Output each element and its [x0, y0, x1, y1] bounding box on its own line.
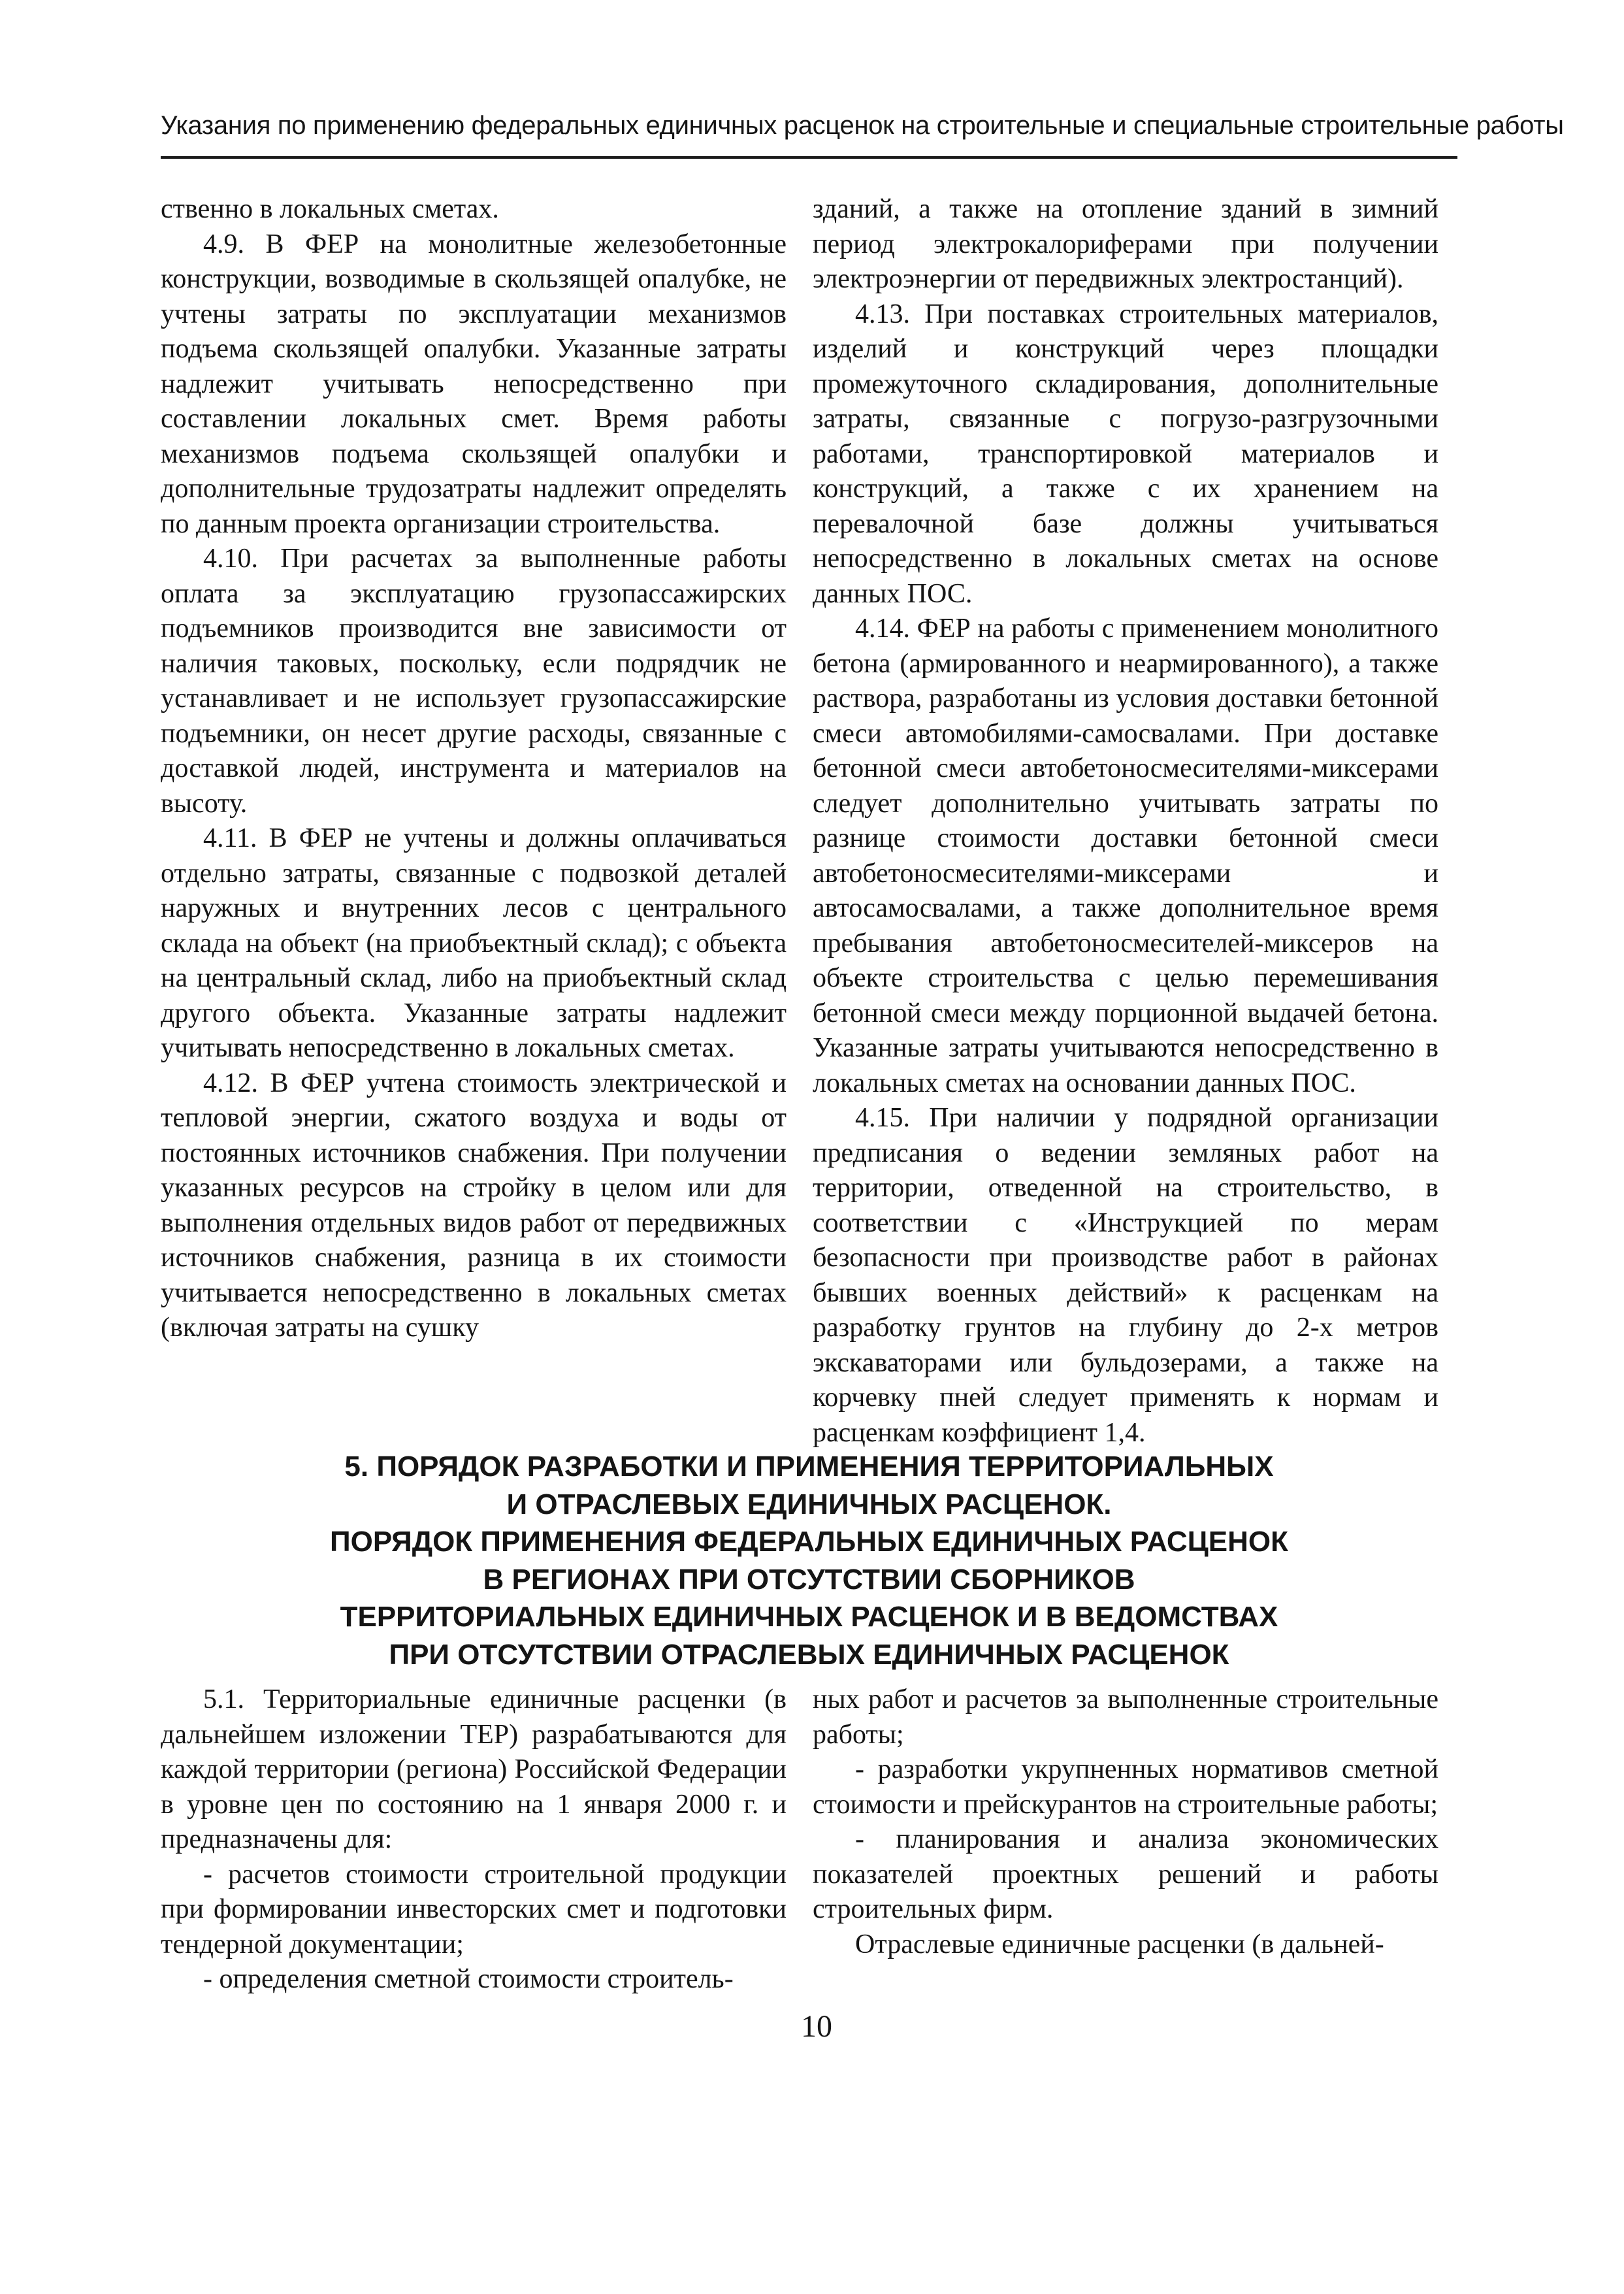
heading-line: В РЕГИОНАХ ПРИ ОТСУТСТВИИ СБОРНИКОВ [483, 1563, 1135, 1596]
paragraph: 4.13. При поставках строительных материалов, изделий и конструкций через площадки промежуточного складирования, дополнительные затраты, связанные с погрузо-разгрузочными работами, транспортировкой материалов и конструкций, а также с их хранением на перевалочной базе должны учитываться непосредственно в локальных сметах на основе данных ПОС. [813, 299, 1438, 609]
paragraph: 4.12. В ФЕР учтена стоимость электрической и тепловой энергии, сжатого воздуха и воды от постоянных источников снабжения. При получении указанных ресурсов на стройку в целом или для выполнения отдельных видов работ от передвижных источников снабжения, разница в их стоимости учитывается непосредственно в локальных сметах (включая затраты на сушку [161, 1068, 787, 1343]
heading-line: ПОРЯДОК ПРИМЕНЕНИЯ ФЕДЕРАЛЬНЫХ ЕДИНИЧНЫХ РАСЦЕНОК [330, 1526, 1288, 1558]
list-item: - разработки укрупненных нормативов сметной стоимости и прейскурантов на строительные работы; [813, 1754, 1438, 1820]
paragraph: 4.11. В ФЕР не учтены и должны оплачиваться отдельно затраты, связанные с подвозкой деталей наружных и внутренних лесов с центрального склада на объект (на приобъектный склад); с объекта на центральный склад, либо на приобъектный склад другого объекта. Указанные затраты надлежит учитывать непосредственно в локальных сметах. [161, 823, 787, 1063]
text-column-top-right [813, 192, 1438, 1450]
paragraph: Отраслевые единичные расценки (в дальней- [855, 1929, 1384, 1959]
paragraph: ных работ и расчетов за выполненные строительные работы; [813, 1684, 1438, 1750]
text-column-bottom-right [813, 1682, 1438, 1962]
header-rule [161, 156, 1457, 159]
section-heading [161, 1448, 1457, 1673]
running-header: Указания по применению федеральных единичных расценок на строительные и специальные строительные работы [161, 111, 1564, 140]
heading-line: ПРИ ОТСУТСТВИИ ОТРАСЛЕВЫХ ЕДИНИЧНЫХ РАСЦЕНОК [389, 1638, 1229, 1671]
heading-line: 5. ПОРЯДОК РАЗРАБОТКИ И ПРИМЕНЕНИЯ ТЕРРИТОРИАЛЬНЫХ [344, 1450, 1274, 1483]
paragraph: 4.9. В ФЕР на монолитные железобетонные конструкции, возводимые в скользящей опалубке, не учтены затраты по эксплуатации механизмов подъема скользящей опалубки. Указанные затраты надлежит учитывать непосредственно при составлении локальных смет. Время работы механизмов подъема скользящей опалубки и дополнительные трудозатраты надлежит определять по данным проекта организации строительства. [161, 229, 787, 539]
text-column-bottom-left [161, 1682, 787, 1997]
paragraph: 4.14. ФЕР на работы с применением монолитного бетона (армированного и неармированного), а также раствора, разработаны из условия доставки бетонной смеси автомобилями-самосвалами. При доставке бетонной смеси автобетоносмесителями-миксерами следует дополнительно учитывать затраты по разнице стоимости доставки бетонной смеси автобетоносмесителями-миксерами и автосамосвалами, а также дополнительное время пребывания автобетоносмесителей-миксеров на объекте строительства с целью перемешивания бетонной смеси между порционной выдачей бетона. Указанные затраты учитываются непосредственно в локальных сметах на основании данных ПОС. [813, 614, 1438, 1098]
paragraph: 5.1. Территориальные единичные расценки (в дальнейшем изложении ТЕР) разрабатываются для каждой территории (региона) Российской Федерации в уровне цен по состоянию на 1 января 2000 г. и предназначены для: [161, 1684, 787, 1854]
paragraph: 4.15. При наличии у подрядной организации предписания о ведении земляных работ на территории, отведенной на строительство, в соответствии с «Инструкцией по мерам безопасности при производстве работ в районах бывших военных действий» к расценкам на разработку грунтов на глубину до 2-х метров экскаваторами или бульдозерами, а также на корчевку пней следует применять к нормам и расценкам коэффициент 1,4. [813, 1103, 1438, 1448]
paragraph: ственно в локальных сметах. [161, 194, 499, 224]
text-column-top-left [161, 192, 787, 1346]
paragraph: зданий, а также на отопление зданий в зимний период электрокалориферами при получении электроэнергии от передвижных электростанций). [813, 194, 1438, 294]
heading-line: ТЕРРИТОРИАЛЬНЫХ ЕДИНИЧНЫХ РАСЦЕНОК И В ВЕДОМСТВАХ [340, 1601, 1278, 1633]
list-item: - расчетов стоимости строительной продукции при формировании инвесторских смет и подготовки тендерной документации; [161, 1859, 787, 1959]
heading-line: И ОТРАСЛЕВЫХ ЕДИНИЧНЫХ РАСЦЕНОК. [506, 1488, 1112, 1520]
page-number: 10 [801, 2009, 832, 2044]
list-item: - определения сметной стоимости строитель- [203, 1964, 734, 1994]
list-item: - планирования и анализа экономических показателей проектных решений и работы строительных фирм. [813, 1824, 1438, 1924]
paragraph: 4.10. При расчетах за выполненные работы оплата за эксплуатацию грузопассажирских подъемников производится вне зависимости от наличия таковых, поскольку, если подрядчик не устанавливает и не использует грузопассажирские подъемники, он несет другие расходы, связанные с доставкой людей, инструмента и материалов на высоту. [161, 544, 787, 819]
